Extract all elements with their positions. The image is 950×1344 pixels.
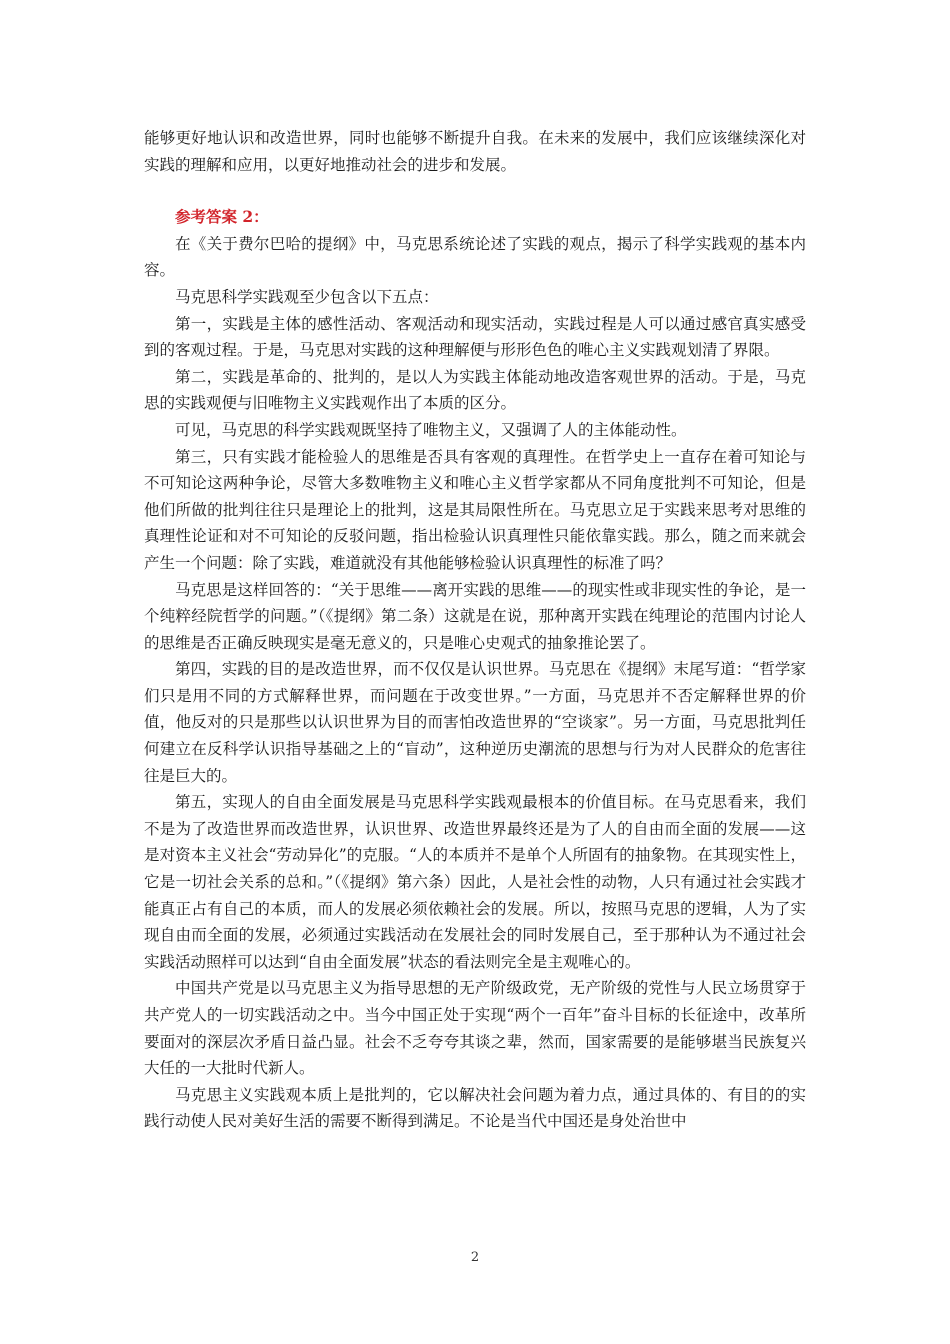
paragraph-gap	[144, 178, 806, 204]
body-paragraph: 在《关于费尔巴哈的提纲》中，马克思系统论述了实践的观点，揭示了科学实践观的基本内容。	[144, 234, 806, 280]
body-paragraph: 马克思科学实践观至少包含以下五点：	[175, 287, 439, 306]
answer-heading: 参考答案 2：	[175, 207, 269, 227]
body-paragraph: 第四，实践的目的是改造世界，而不仅仅是认识世界。马克思在《提纲》末尾写道：“哲学家们只是用不同的方式解释世界，而问题在于改变世界。”一方面，马克思并不否定解释世界的价值，他反对的只是那些以认识世界为目的而害怕改造世界的“空谈家”。另一方面，马克思批判任何建立在反科学认识指导基础之上的“盲动”，这种逆历史潮流的思想与行为对人民群众的危害往往是巨大的。	[144, 660, 806, 785]
document-body	[144, 125, 806, 1135]
body-paragraph: 可见，马克思的科学实践观既坚持了唯物主义，又强调了人的主体能动性。	[175, 420, 687, 439]
body-paragraph: 马克思是这样回答的：“关于思维——离开实践的思维——的现实性或非现实性的争论，是一个纯粹经院哲学的问题。”（《提纲》第二条）这就是在说，那种离开实践在纯理论的范围内讨论人的思维是否正确反映现实是毫无意义的，只是唯心史观式的抽象推论罢了。	[144, 580, 806, 652]
body-paragraph: 第一，实践是主体的感性活动、客观活动和现实活动，实践过程是人可以通过感官真实感受到的客观过程。于是，马克思对实践的这种理解便与形形色色的唯心主义实践观划清了界限。	[144, 314, 806, 360]
body-paragraph: 第二，实践是革命的、批判的，是以人为实践主体能动地改造客观世界的活动。于是，马克思的实践观便与旧唯物主义实践观作出了本质的区分。	[144, 367, 806, 413]
body-paragraph: 第三，只有实践才能检验人的思维是否具有客观的真理性。在哲学史上一直存在着可知论与不可知论这两种争论，尽管大多数唯物主义和唯心主义哲学家都从不同角度批判不可知论，但是他们所做的批判往往只是理论上的批判，这是其局限性所在。马克思立足于实践来思考对思维的真理性论证和对不可知论的反驳问题，指出检验认识真理性只能依靠实践。那么，随之而来就会产生一个问题：除了实践，难道就没有其他能够检验认识真理性的标准了吗？	[144, 447, 806, 572]
body-paragraph: 第五，实现人的自由全面发展是马克思科学实践观最根本的价值目标。在马克思看来，我们不是为了改造世界而改造世界，认识世界、改造世界最终还是为了人的自由而全面的发展——这是对资本主义社会“劳动异化”的克服。“人的本质并不是单个人所固有的抽象物。在其现实性上，它是一切社会关系的总和。”（《提纲》第六条）因此，人是社会性的动物，人只有通过社会实践才能真正占有自己的本质，而人的发展必须依赖社会的发展。所以，按照马克思的逻辑，人为了实现自由而全面的发展，必须通过实践活动在发展社会的同时发展自己，至于那种认为不通过社会实践活动照样可以达到“自由全面发展”状态的看法则完全是主观唯心的。	[144, 793, 806, 971]
body-paragraph: 中国共产党是以马克思主义为指导思想的无产阶级政党，无产阶级的党性与人民立场贯穿于共产党人的一切实践活动之中。当今中国正处于实现“两个一百年”奋斗目标的长征途中，改革所要面对的深层次矛盾日益凸显。社会不乏夸夸其谈之辈，然而，国家需要的是能够堪当民族复兴大任的一大批时代新人。	[144, 979, 806, 1078]
continuation-paragraph: 能够更好地认识和改造世界，同时也能够不断提升自我。在未来的发展中，我们应该继续深化对实践的理解和应用，以更好地推动社会的进步和发展。	[144, 129, 806, 174]
body-paragraph: 马克思主义实践观本质上是批判的，它以解决社会问题为着力点，通过具体的、有目的的实践行动使人民对美好生活的需要不断得到满足。不论是当代中国还是身处治世中	[144, 1085, 806, 1131]
page-number: 2	[470, 1250, 480, 1265]
